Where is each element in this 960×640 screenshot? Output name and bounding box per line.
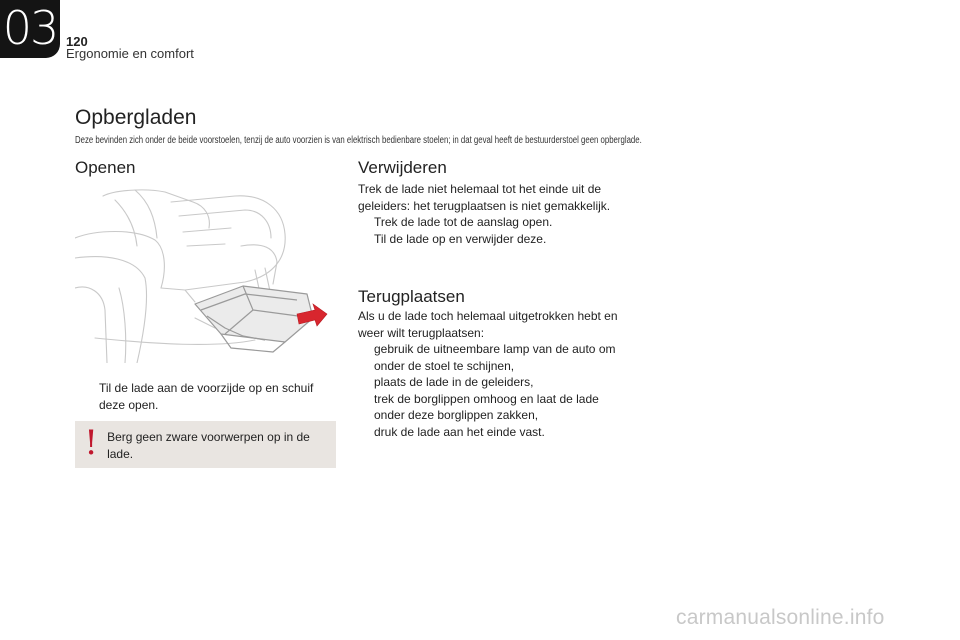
terugplaatsen-block [358,308,623,440]
intro-text: Deze bevinden zich onder de beide voorstoelen, tenzij de auto voorzien is van elektrisch bedienbare stoelen; in dat geval heeft de bestuurderstoel geen opberglade. [75,135,642,146]
page-number: 120 [66,34,88,49]
list-item [83,380,338,413]
openen-step-text: Til de lade aan de voorzijde op en schuif deze open. [99,381,314,412]
terugplaatsen-paragraph: Als u de lade toch helemaal uitgetrokken hebt en weer wilt terugplaatsen: [358,309,618,340]
verwijderen-paragraph: Trek de lade niet helemaal tot het einde uit de geleiders: het terugplaatsen is niet gemakkelijk. [358,182,611,213]
heading-verwijderen: Verwijderen [358,158,447,177]
checkbox-bullet-icon [358,341,374,374]
terugplaatsen-step-3: trek de borglippen omhoog en laat de lade onder deze borglippen zakken, [374,391,599,422]
verwijderen-step-1: Trek de lade tot de aanslag open. [374,215,553,229]
openen-step [83,380,338,413]
page-title: Opbergladen [75,106,197,129]
list-item [358,374,623,391]
seat-drawer-illustration [75,188,335,363]
checkbox-bullet-icon [358,424,374,441]
checkbox-bullet-icon [83,380,99,413]
checkbox-bullet-icon [358,391,374,424]
chapter-number: 03 [2,1,58,55]
list-item [358,214,628,231]
watermark: carmanualsonline.info [676,606,885,629]
list-item [358,341,623,374]
list-item [358,231,628,248]
warning-exclamation-icon: ! [84,423,98,463]
warning-note [75,421,336,468]
terugplaatsen-step-2: plaats de lade in de geleiders, [374,375,534,389]
verwijderen-block [358,181,628,247]
terugplaatsen-step-1: gebruik de uitneembare lamp van de auto om onder de stoel te schijnen, [374,342,616,373]
terugplaatsen-step-4: druk de lade aan het einde vast. [374,424,545,439]
chapter-tab [0,0,60,58]
chapter-title: Ergonomie en comfort [66,46,194,61]
list-item [358,391,623,424]
heading-terugplaatsen: Terugplaatsen [358,287,465,306]
checkbox-bullet-icon [358,214,374,231]
list-item [358,424,623,441]
checkbox-bullet-icon [358,374,374,391]
verwijderen-step-2: Til de lade op en verwijder deze. [374,231,547,246]
checkbox-bullet-icon [358,231,374,248]
heading-openen: Openen [75,158,136,177]
warning-note-text: Berg geen zware voorwerpen op in de lade. [107,430,310,461]
